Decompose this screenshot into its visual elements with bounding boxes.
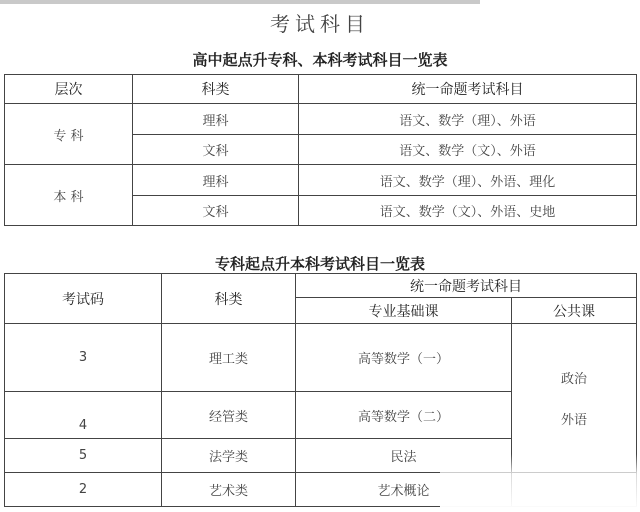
table1-college-entrance-subjects: [4, 74, 637, 226]
table-row: [5, 324, 637, 392]
header-unified-subjects: 统一命题考试科目: [299, 75, 637, 104]
public-course-item: 政治: [560, 372, 587, 387]
document-title: 考试科目: [270, 12, 370, 36]
category-cell: 经管类: [162, 392, 296, 439]
header-level: 层次: [5, 75, 133, 104]
header-category: 科类: [162, 274, 296, 324]
watermark-fade-overlay: [440, 454, 640, 512]
category-cell: 理科: [133, 104, 299, 135]
exam-code-cell: 2: [5, 473, 162, 507]
table-row: [5, 104, 637, 135]
subjects-cell: 语文、数学（文）、外语、史地: [299, 196, 637, 226]
public-course-cell: [512, 324, 637, 473]
header-exam-code: 考试码: [5, 274, 162, 324]
level-cell: 专 科: [5, 104, 133, 165]
header-basic-course: 专业基础课: [296, 298, 512, 324]
header-public-course: 公共课: [512, 298, 637, 324]
table2-title: 专科起点升本科考试科目一览表: [214, 255, 425, 273]
basic-course-cell: 艺术概论: [296, 473, 512, 507]
exam-code-cell: 5: [5, 439, 162, 473]
table1-title: 高中起点升专科、本科考试科目一览表: [192, 51, 448, 69]
top-divider-bar: [0, 0, 480, 4]
subjects-cell: 语文、数学（理）、外语、理化: [299, 165, 637, 196]
category-cell: 艺术类: [162, 473, 296, 507]
category-cell: 文科: [133, 196, 299, 226]
exam-code-cell: 3: [5, 324, 162, 392]
public-course-list: [512, 368, 636, 428]
subjects-cell: 语文、数学（理）、外语: [299, 104, 637, 135]
category-cell: 理工类: [162, 324, 296, 392]
basic-course-cell: 高等数学（一）: [296, 324, 512, 392]
level-cell: 本 科: [5, 165, 133, 226]
category-cell: 理科: [133, 165, 299, 196]
header-unified-subjects: 统一命题考试科目: [296, 274, 637, 298]
exam-code-cell: 4: [5, 392, 162, 439]
category-cell: 法学类: [162, 439, 296, 473]
table1-header-row: [5, 75, 637, 104]
category-cell: 文科: [133, 135, 299, 165]
public-course-item: 外语: [560, 413, 587, 428]
table2-header-row: [5, 274, 637, 298]
basic-course-cell: 高等数学（二）: [296, 392, 512, 439]
header-category: 科类: [133, 75, 299, 104]
table-row: [5, 165, 637, 196]
subjects-cell: 语文、数学（文）、外语: [299, 135, 637, 165]
basic-course-cell: 民法: [296, 439, 512, 473]
